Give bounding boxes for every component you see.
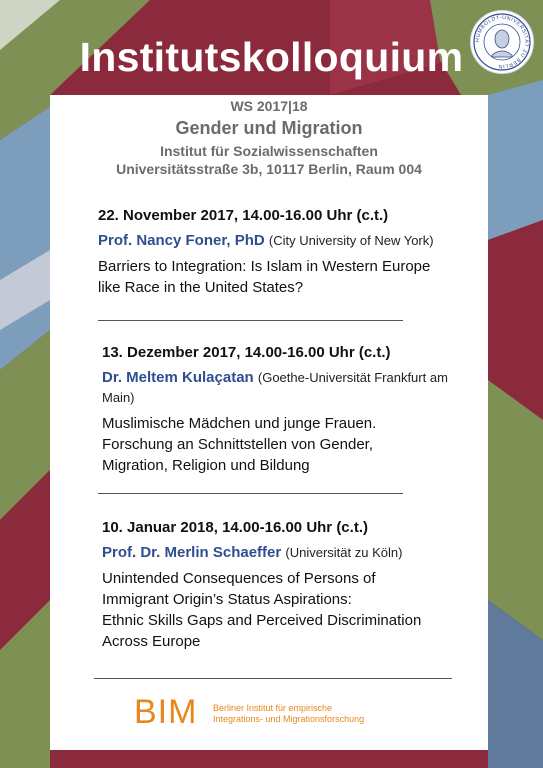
event-date: 22. November 2017, 14.00-16.00 Uhr (c.t.)	[98, 207, 389, 224]
talk-title-line: Ethnic Skills Gaps and Perceived Discrimination	[102, 612, 422, 629]
bim-org-line: Integrations- und Migrationsforschung	[213, 714, 365, 724]
talk-title-line: Migration, Religion und Bildung	[102, 457, 310, 474]
talk-title-line: Immigrant Origin’s Status Aspirations:	[102, 591, 352, 608]
speaker-name: Prof. Nancy Foner, PhD	[98, 232, 265, 249]
event-speaker	[102, 543, 472, 563]
speaker-name: Dr. Meltem Kulaçatan	[102, 369, 254, 386]
bim-org-line: Berliner Institut für empirische	[213, 703, 333, 713]
talk-title	[102, 413, 462, 476]
separator	[98, 320, 403, 321]
poster-title: Institutskolloquium	[79, 34, 464, 80]
talk-title-line: Muslimische Mädchen und junge Frauen.	[102, 415, 377, 432]
event-speaker	[98, 231, 458, 251]
event-date: 10. Januar 2018, 14.00-16.00 Uhr (c.t.)	[102, 519, 368, 536]
event-2	[102, 344, 462, 476]
semester: WS 2017|18	[230, 98, 308, 114]
speaker-name: Prof. Dr. Merlin Schaeffer	[102, 544, 282, 561]
talk-title	[98, 256, 458, 298]
seal-graphic	[471, 11, 533, 73]
bim-logo: BIM	[134, 693, 198, 731]
separator	[98, 493, 403, 494]
event-3	[102, 519, 472, 652]
talk-title-line: Forschung an Schnittstellen von Gender,	[102, 436, 373, 453]
footer-separator	[94, 678, 452, 679]
event-speaker	[102, 368, 462, 408]
talk-title	[102, 568, 472, 652]
theme: Gender und Migration	[175, 118, 363, 138]
content-panel	[50, 95, 488, 750]
seal-text: HUMBOLDT-UNIVERSITÄT ZU BERLIN	[474, 14, 530, 70]
speaker-affiliation: (Goethe-Universität Frankfurt am Main)	[102, 370, 448, 405]
institute: Institut für Sozialwissenschaften	[160, 143, 378, 159]
talk-title-line: like Race in the United States?	[98, 279, 304, 296]
speaker-affiliation: (Universität zu Köln)	[285, 545, 403, 560]
address: Universitätsstraße 3b, 10117 Berlin, Raum 004	[116, 161, 422, 177]
bim-org-name	[213, 703, 364, 725]
event-1	[98, 207, 458, 298]
talk-title-line: Across Europe	[102, 633, 201, 650]
university-seal-icon	[470, 10, 534, 74]
speaker-affiliation: (City University of New York)	[268, 233, 434, 248]
event-date: 13. Dezember 2017, 14.00-16.00 Uhr (c.t.)	[102, 344, 391, 361]
talk-title-line: Barriers to Integration: Is Islam in Western Europe	[98, 258, 431, 275]
talk-title-line: Unintended Consequences of Persons of	[102, 570, 376, 587]
